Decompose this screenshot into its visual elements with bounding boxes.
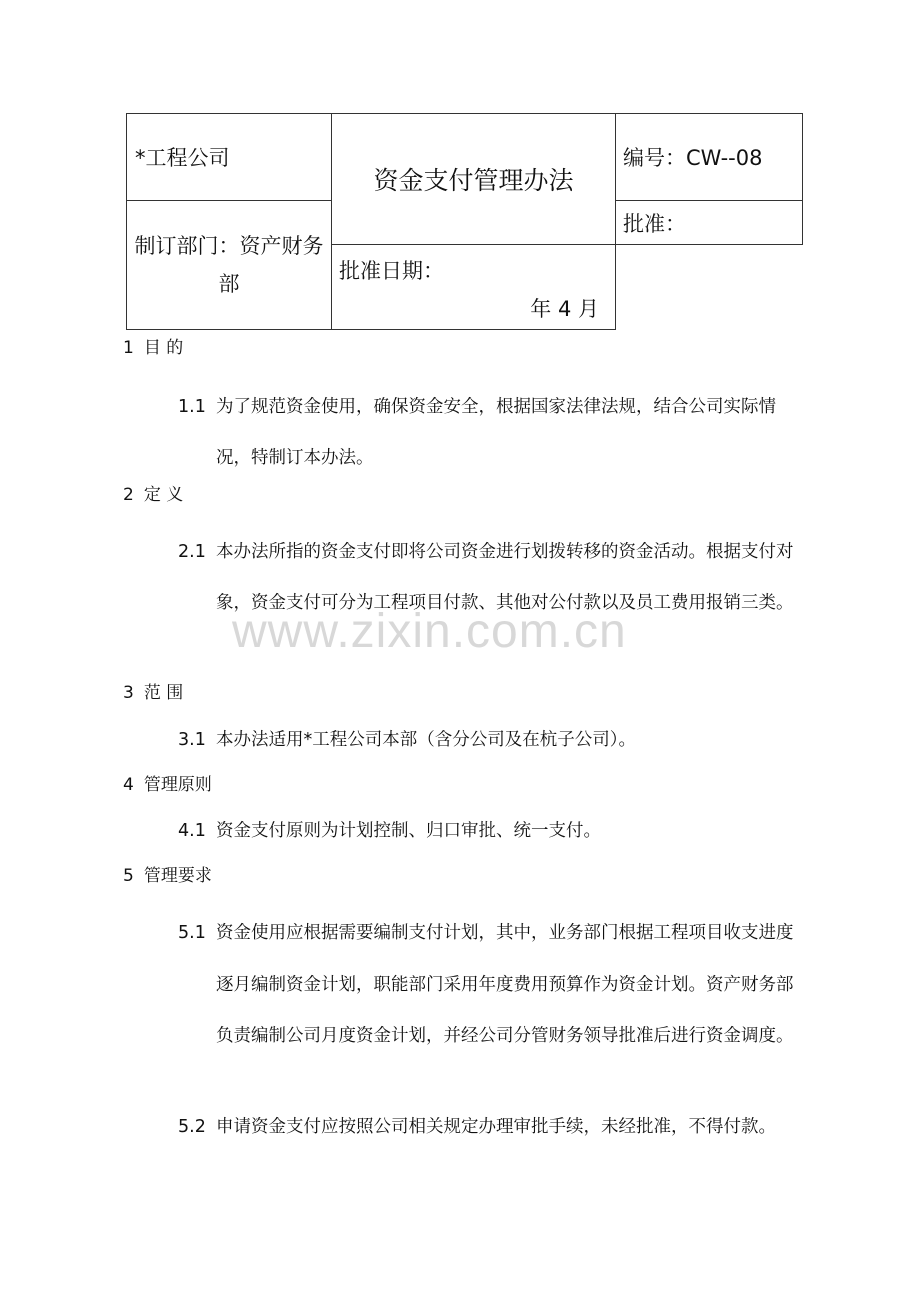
- section-title: 定 义: [143, 485, 184, 505]
- section-number: 3: [123, 683, 134, 703]
- section-heading: [123, 864, 212, 888]
- clause-text: 申请资金支付应按照公司相关规定办理审批手续，未经批准，不得付款。: [216, 1117, 776, 1137]
- section-number: 2: [123, 485, 134, 505]
- section-heading: [123, 773, 212, 797]
- department-label: 制订部门：资产财务部: [134, 234, 324, 296]
- watermark-text: www.zixin.com.cn: [232, 605, 627, 658]
- clause-number: 1.1: [178, 397, 206, 417]
- approve-date-value: 年 4 月: [530, 297, 599, 321]
- document-header-table: [126, 113, 803, 330]
- section-number: 5: [123, 866, 134, 886]
- clause-number: 4.1: [178, 821, 206, 841]
- company-name-cell: [127, 114, 332, 201]
- approve-label: 批准：: [623, 211, 686, 236]
- section-title: 目 的: [143, 338, 184, 358]
- section-title: 管理要求: [143, 866, 212, 886]
- clause-number: 2.1: [178, 542, 206, 562]
- document-title: 资金支付管理办法: [373, 166, 574, 195]
- clause-number: 5.1: [178, 923, 206, 943]
- company-name: *工程公司: [135, 146, 230, 170]
- section-number: 1: [123, 338, 134, 358]
- clause-text: 资金支付原则为计划控制、归口审批、统一支付。: [216, 821, 601, 841]
- clause-number: 5.2: [178, 1117, 206, 1137]
- approve-date-label: 批准日期：: [339, 259, 444, 283]
- section-heading: [123, 681, 183, 705]
- section-heading: [123, 483, 183, 507]
- clause-text: 本办法适用*工程公司本部（含分公司及在杭子公司）。: [216, 730, 636, 750]
- clause-number: 3.1: [178, 730, 206, 750]
- section-heading: [123, 336, 183, 360]
- department-cell: [127, 201, 332, 330]
- clause-text: 本办法所指的资金支付即将公司资金进行划拨转移的资金活动。根据支付对象，资金支付可分为工程项目付款、其他对公付款以及员工费用报销三类。: [216, 542, 794, 613]
- clause-text: 为了规范资金使用，确保资金安全，根据国家法律法规，结合公司实际情况，特制订本办法。: [216, 397, 776, 468]
- document-code-cell: [616, 114, 803, 201]
- section-title: 范 围: [143, 683, 184, 703]
- section-title: 管理原则: [143, 775, 212, 795]
- section-number: 4: [123, 775, 134, 795]
- clause-text: 资金使用应根据需要编制支付计划，其中，业务部门根据工程项目收支进度逐月编制资金计划，职能部门采用年度费用预算作为资金计划。资产财务部负责编制公司月度资金计划，并经公司分管财务领导批准后进行资金调度。: [216, 923, 794, 1046]
- document-title-cell: [332, 114, 616, 245]
- approve-cell: [616, 201, 803, 245]
- approve-date-cell: [332, 245, 616, 330]
- document-code: 编号：CW--08: [623, 146, 763, 170]
